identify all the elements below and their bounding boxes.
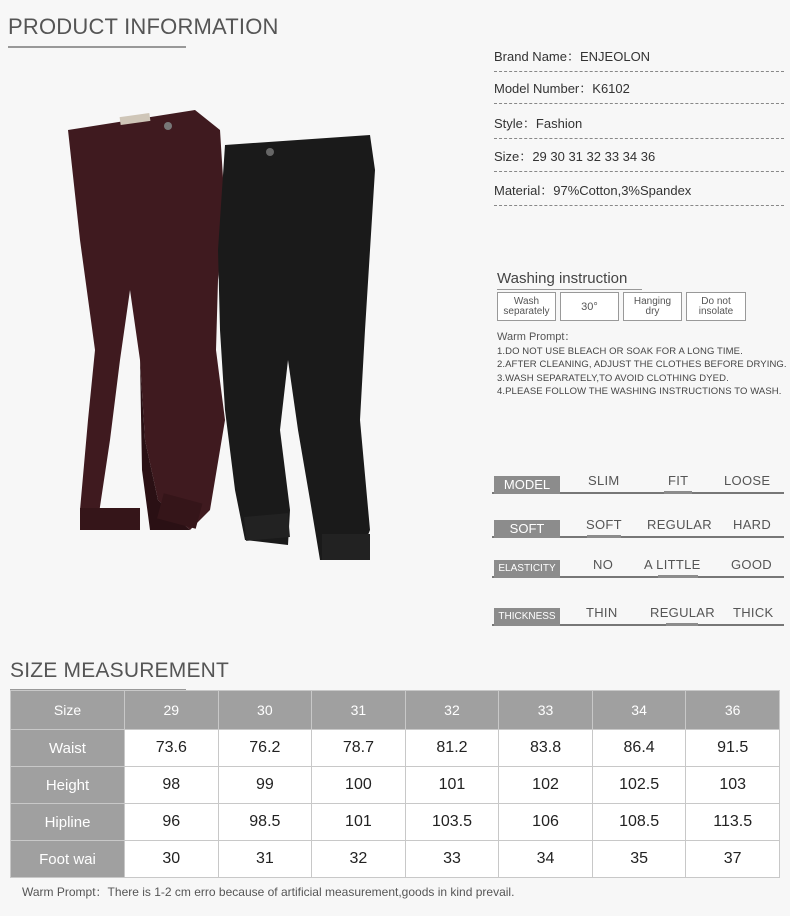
scale-option-selected: FIT — [668, 473, 688, 488]
size-table-header — [11, 691, 780, 730]
size-table — [10, 690, 780, 878]
header-cell: Size — [11, 691, 125, 730]
table-cell: 35 — [592, 841, 686, 878]
table-cell: 31 — [218, 841, 312, 878]
black-pants — [218, 135, 375, 560]
row-label: Waist — [11, 730, 125, 767]
table-cell: 98 — [125, 767, 219, 804]
table-cell: 101 — [405, 767, 499, 804]
scale-thickness — [492, 606, 784, 626]
table-cell: 102 — [499, 767, 593, 804]
scale-option-selected: REGULAR — [650, 605, 715, 620]
table-cell: 78.7 — [312, 730, 406, 767]
table-cell: 113.5 — [686, 804, 780, 841]
table-cell: 33 — [405, 841, 499, 878]
table-cell: 91.5 — [686, 730, 780, 767]
scale-option: HARD — [733, 517, 772, 532]
warm-line: 2.AFTER CLEANING, ADJUST THE CLOTHES BEFORE DRYING. — [497, 359, 787, 370]
table-cell: 73.6 — [125, 730, 219, 767]
scale-option-selected: SOFT — [586, 517, 622, 532]
scale-option-selected: A LITTLE — [644, 557, 701, 572]
table-cell: 108.5 — [592, 804, 686, 841]
pants-photo — [40, 90, 440, 590]
warm-prompt-title: Warm Prompt： — [497, 331, 576, 343]
header-cell: 33 — [499, 691, 593, 730]
row-label: Hipline — [11, 804, 125, 841]
table-cell: 34 — [499, 841, 593, 878]
table-cell: 106 — [499, 804, 593, 841]
scale-option: NO — [593, 557, 614, 572]
warm-line: 3.WASH SEPARATELY,TO AVOID CLOTHING DYED. — [497, 373, 729, 384]
table-cell: 100 — [312, 767, 406, 804]
spec-model-number: Model Number：K6102 — [494, 78, 784, 104]
scale-option: THIN — [586, 605, 618, 620]
spec-style: Style：Fashion — [494, 113, 784, 139]
scale-option: SLIM — [588, 473, 620, 488]
scale-option: LOOSE — [724, 473, 771, 488]
header-cell: 32 — [405, 691, 499, 730]
warm-line: 1.DO NOT USE BLEACH OR SOAK FOR A LONG TIME. — [497, 346, 743, 357]
table-row — [11, 841, 780, 878]
table-cell: 103 — [686, 767, 780, 804]
scale-soft — [492, 518, 784, 538]
size-warm-prompt: Warm Prompt：There is 1-2 cm erro because of artificial measurement,goods in kind prevail. — [22, 885, 515, 899]
row-label: Foot wai — [11, 841, 125, 878]
scale-option: THICK — [733, 605, 774, 620]
burgundy-pants — [68, 110, 225, 530]
table-cell: 99 — [218, 767, 312, 804]
table-cell: 83.8 — [499, 730, 593, 767]
table-row — [11, 804, 780, 841]
scale-option: GOOD — [731, 557, 772, 572]
size-measurement-title: SIZE MEASUREMENT — [10, 659, 229, 683]
table-cell: 103.5 — [405, 804, 499, 841]
table-cell: 86.4 — [592, 730, 686, 767]
scale-elasticity — [492, 558, 784, 578]
washing-instruction-title: Washing instruction — [497, 270, 628, 287]
header-cell: 31 — [312, 691, 406, 730]
scale-option: REGULAR — [647, 517, 712, 532]
hanging-dry-box: Hanging dry — [623, 292, 682, 321]
do-not-insolate-box: Do not insolate — [686, 292, 746, 321]
spec-brand: Brand Name：ENJEOLON — [494, 46, 784, 72]
warm-line: 4.PLEASE FOLLOW THE WASHING INSTRUCTIONS TO WASH. — [497, 386, 782, 397]
product-information-title: PRODUCT INFORMATION — [8, 14, 279, 40]
row-label: Height — [11, 767, 125, 804]
header-cell: 29 — [125, 691, 219, 730]
header-cell: 36 — [686, 691, 780, 730]
scale-label: SOFT — [494, 520, 560, 538]
table-cell: 96 — [125, 804, 219, 841]
spec-material: Material：97%Cotton,3%Spandex — [494, 180, 784, 206]
table-cell: 30 — [125, 841, 219, 878]
table-cell: 101 — [312, 804, 406, 841]
wash-separately-box: Wash separately — [497, 292, 556, 321]
scale-label: ELASTICITY — [494, 560, 560, 578]
scale-label: MODEL — [494, 476, 560, 494]
table-row — [11, 767, 780, 804]
wash-temperature-box: 30° — [560, 292, 619, 321]
spec-size: Size：29 30 31 32 33 34 36 — [494, 146, 784, 172]
table-cell: 32 — [312, 841, 406, 878]
table-cell: 37 — [686, 841, 780, 878]
table-row — [11, 730, 780, 767]
table-cell: 102.5 — [592, 767, 686, 804]
table-cell: 98.5 — [218, 804, 312, 841]
header-cell: 34 — [592, 691, 686, 730]
header-cell: 30 — [218, 691, 312, 730]
table-cell: 76.2 — [218, 730, 312, 767]
scale-model — [492, 474, 784, 494]
scale-label: THICKNESS — [494, 608, 560, 626]
table-cell: 81.2 — [405, 730, 499, 767]
